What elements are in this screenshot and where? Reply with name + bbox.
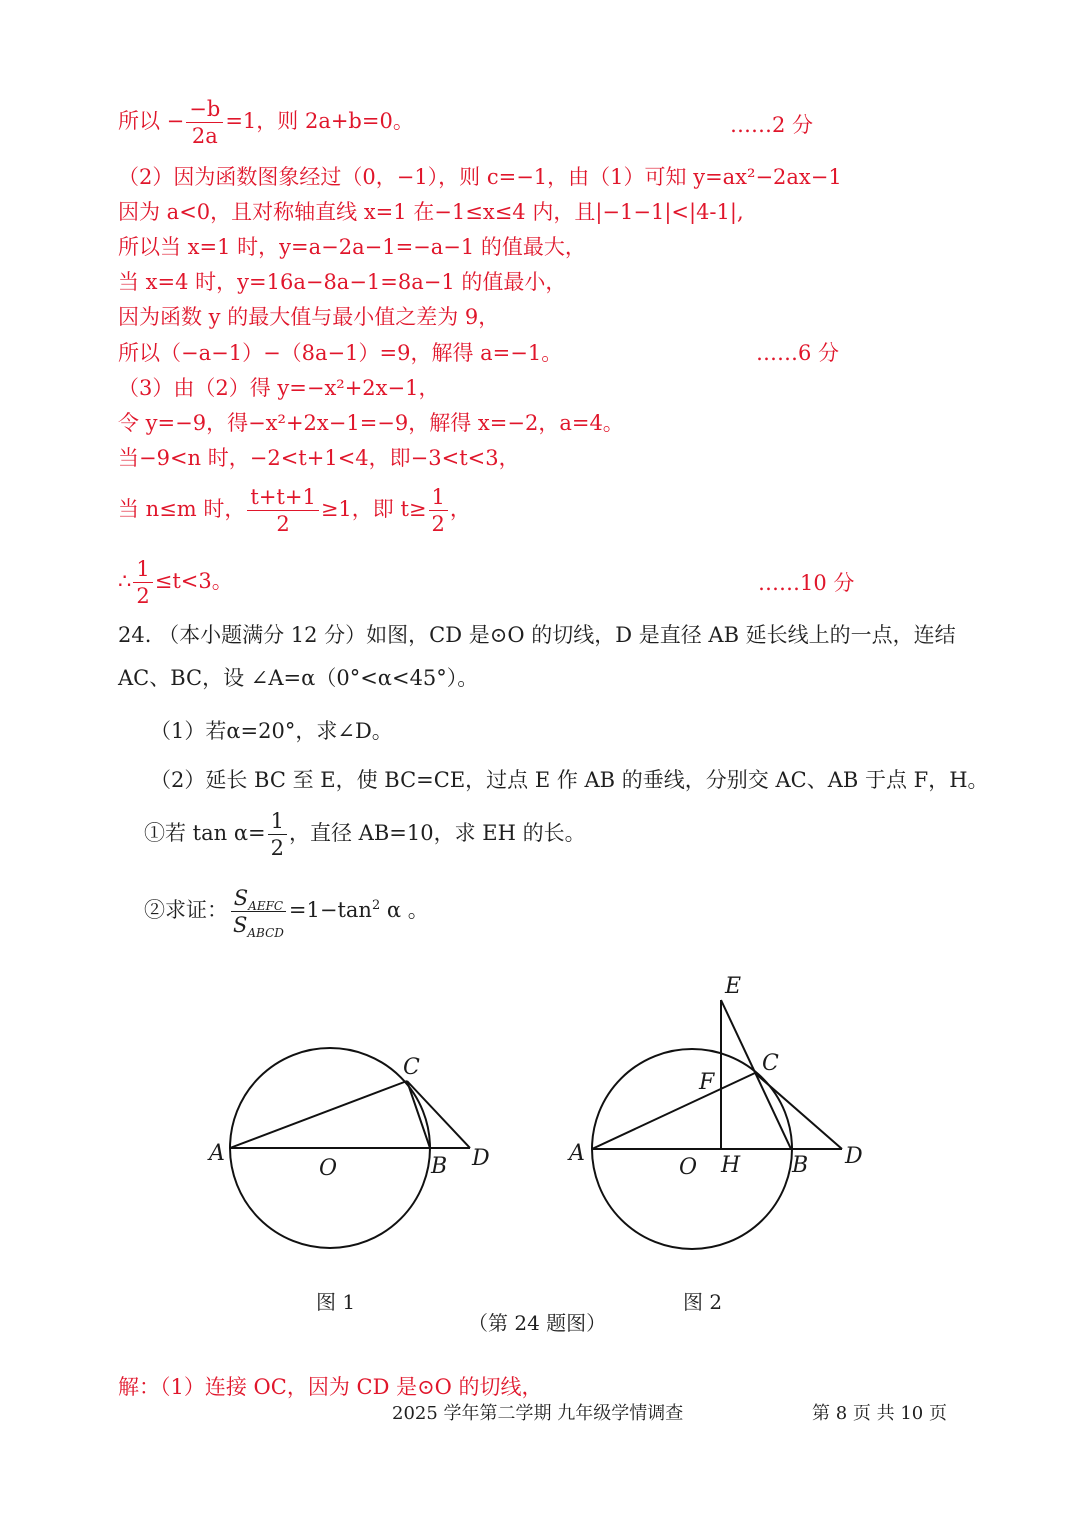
solution-line-1-suffix: =1，则 2a+b=0。 [225,109,414,133]
fraction-denominator: 2 [270,836,284,860]
score-2: ……2 分 [730,113,814,137]
label-f: F [699,1070,715,1095]
solution-line-2: （2）因为函数图象经过（0，−1），则 c=−1，由（1）可知 y=ax²−2ax−1 [118,165,842,189]
solution-line-11 [118,484,471,537]
fraction-one-half [429,484,448,537]
solution-line-1 [118,96,414,149]
label-c: C [762,1051,779,1076]
fraction-numerator: 1 [429,484,448,511]
figure-1 [195,1030,515,1270]
line-cd [755,1073,842,1149]
label-e: E [725,974,742,999]
figure-2 [555,960,885,1270]
question-24-line-2: AC、BC，设 ∠A=α（0°<α<45°）。 [118,666,479,690]
answer-text: （1）连接 OC，因为 CD 是⊙O 的切线， [160,1375,543,1399]
label-a: A [209,1141,225,1166]
fraction-denominator: 2 [431,512,445,536]
solution-line-12 [118,556,233,609]
score-10: ……10 分 [758,571,855,595]
figure-2-caption: 图 2 [683,1290,723,1314]
fraction-t-sum-over-2 [247,484,318,537]
fraction-neg-b-over-2a [186,96,223,149]
figure-2-diagram [555,960,885,1270]
answer-line-1 [118,1374,543,1400]
label-a: A [569,1141,585,1166]
question-24-part-2a [144,808,586,861]
solution-line-4: 所以当 x=1 时，y=a−2a−1=−a−1 的值最大， [118,235,586,259]
question-24-line-1: 24. （本小题满分 12 分）如图，CD 是⊙O 的切线，D 是直径 AB 延长线上的一点，连结 [118,623,956,647]
fraction-numerator: 1 [133,556,152,583]
solution-line-7: 所以（−a−1）−（8a−1）=9，解得 a=−1。 [118,341,563,365]
fraction-numerator [231,885,286,912]
solution-line-3: 因为 a<0，且对称轴直线 x=1 在−1≤x≤4 内，且|−1−1|<|4-1|, [118,200,744,224]
fraction-denominator [230,912,287,941]
part-2b-end: α 。 [380,898,429,922]
label-o: O [319,1156,338,1181]
figure-1-diagram [195,1030,515,1270]
area-subscript: AEFC [248,899,284,914]
area-symbol: S [233,913,248,937]
fraction-denominator: 2 [276,512,290,536]
area-subscript: ABCD [247,926,284,941]
label-c: C [403,1055,420,1080]
solution-line-12-suffix: ≤t<3。 [154,569,233,593]
footer-exam-title: 2025 学年第二学期 九年级学情调查 [392,1403,684,1424]
fraction-denominator: 2 [136,584,150,608]
fraction-one-half [268,808,287,861]
fraction-one-half [133,556,152,609]
fraction-numerator: −b [186,96,223,123]
figure-caption: （第 24 题图） [468,1311,607,1335]
solution-line-6: 因为函数 y 的最大值与最小值之差为 9， [118,305,500,329]
question-24-part-2: （2）延长 BC 至 E，使 BC=CE，过点 E 作 AB 的垂线，分别交 AC、AB 于点 F，H。 [150,768,989,792]
solution-line-11-mid: ≥1，即 t≥ [320,497,427,521]
part-2b-rhs: =1−tan [288,898,372,922]
area-symbol: S [233,886,249,910]
question-24-part-1: （1）若α=20°，求∠D。 [150,719,393,743]
label-h: H [721,1153,741,1178]
fraction-numerator: 1 [268,808,287,835]
line-cd [407,1081,470,1148]
line-bc [407,1081,430,1148]
label-b: B [431,1154,448,1179]
solution-line-11-suffix: ， [449,497,471,521]
label-b: B [792,1153,809,1178]
figure-1-caption: 图 1 [316,1290,356,1314]
score-6: ……6 分 [756,341,840,365]
solution-line-9: 令 y=−9，得−x²+2x−1=−9，解得 x=−2，a=4。 [118,411,624,435]
part-2a-suffix: ，直径 AB=10，求 EH 的长。 [289,821,586,845]
label-d: D [472,1146,490,1171]
fraction-area-ratio [230,885,287,941]
solution-line-11-prefix: 当 n≤m 时， [118,497,246,521]
fraction-numerator: t+t+1 [247,484,318,511]
therefore-symbol: ∴ [118,569,132,593]
solution-line-5: 当 x=4 时，y=16a−8a−1=8a−1 的值最小， [118,270,567,294]
solution-line-1-prefix: 所以 − [118,109,185,133]
solution-line-10: 当−9<n 时，−2<t+1<4，即−3<t<3， [118,446,520,470]
label-d: D [845,1144,863,1169]
solution-line-8: （3）由（2）得 y=−x²+2x−1， [118,376,440,400]
exponent: 2 [371,898,381,913]
part-2b-prefix: ②求证： [144,898,228,922]
answer-prefix: 解： [118,1375,160,1399]
label-o: O [679,1155,698,1180]
line-ac [230,1081,407,1148]
part-2a-prefix: ①若 tan α= [144,821,266,845]
footer-page-number: 第 8 页 共 10 页 [812,1403,947,1424]
question-24-part-2b [144,885,429,941]
fraction-denominator: 2a [191,124,218,148]
